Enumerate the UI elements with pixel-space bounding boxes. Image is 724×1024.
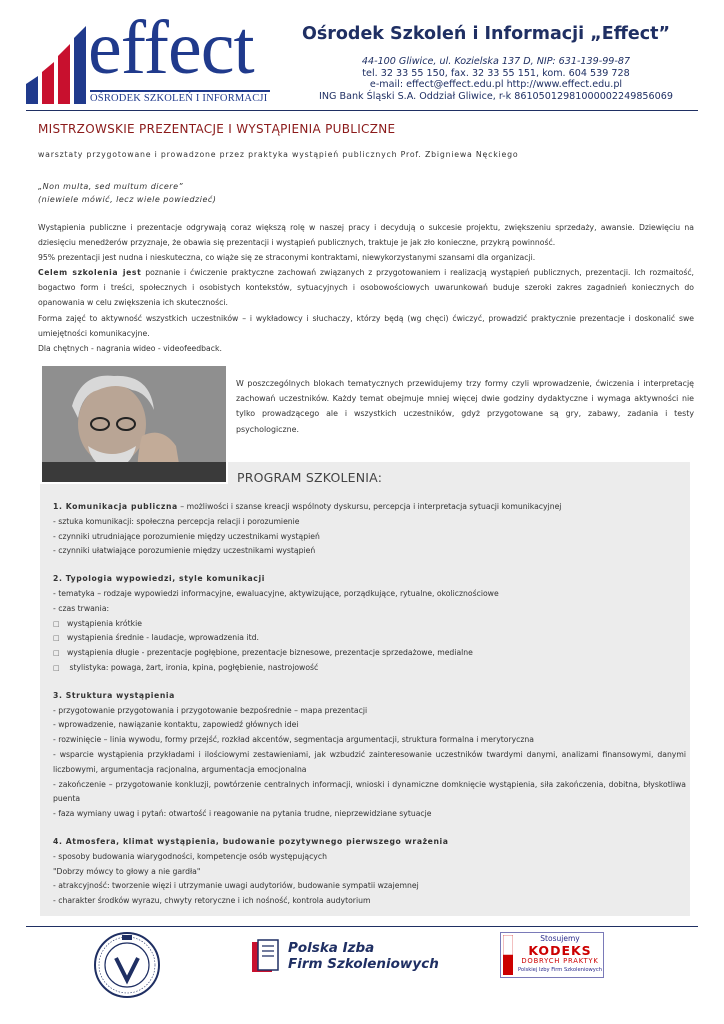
contact-block — [266, 56, 686, 102]
program-content — [53, 500, 686, 909]
bullet-text: wystąpienia średnie - laudacje, wprowadzenia itd. — [67, 633, 259, 643]
section-heading: 1. Komunikacja publiczna — [53, 502, 178, 511]
program-line: - zakończenie – przygotowanie konkluzji, powtórzenie centralnych informacji, wnioski i dynamiczne domknięcie wystąpienia, siła zakończenia, dobitna, błyskotliwa puenta — [53, 779, 686, 804]
intro-paragraph: Dla chętnych - nagrania wideo - videofeedback. — [38, 343, 222, 353]
company-info — [266, 24, 686, 102]
pifs-line-1: Polska Izba — [288, 940, 375, 956]
footer-divider — [26, 926, 698, 927]
program-bullet — [53, 661, 686, 676]
program-section-2 — [53, 572, 686, 676]
program-line: - wsparcie wystąpienia przykładami i ilościowymi zestawieniami, jak wzbudzić zainteresowanie uczestników twardymi danymi, analizami finansowymi, danymi liczbowymi, argumentacja racjonalna, argumentacja emocjonalna — [53, 749, 686, 774]
blocks-description: W poszczególnych blokach tematycznych przewidujemy trzy formy czyli wprowadzenie, ćwiczenia i interpretację zachowań uczestników. Każdy temat obejmuje mniej więcej dwie godziny dydaktyczne i wymaga aktywności nie tylko prowadzącego ale i wszystkich uczestników, gdyż przygotowane są gry, zabawy, zadania i testy psychologiczne. — [236, 379, 694, 434]
bullet-text: wystąpienia krótkie — [67, 618, 142, 628]
header-divider — [26, 110, 698, 111]
trainer-photo — [42, 366, 226, 482]
latin-quote — [38, 180, 216, 206]
logo-divider — [90, 90, 270, 92]
section-heading: 4. Atmosfera, klimat wystąpienia, budowanie pozytywnego pierwszego wrażenia — [53, 836, 449, 846]
program-line: - przygotowanie przygotowania i przygotowanie bezpośrednie – mapa prezentacji — [53, 705, 368, 715]
section-heading-line — [53, 500, 686, 515]
goal-text: poznanie i ćwiczenie praktyczne zachowań związanych z przygotowaniem i realizacją wystąpień publicznych, prezentacji. Ich rozmaitość, bogactwo form i treści, społecznych i osobistych kontekstów, sytuacyjnych i osobowościowych uwarunkowań buduje szeroki zakres zagadnień koniecznych do opanowania w celu zwiększenia ich skuteczności. — [38, 268, 694, 308]
program-title: PROGRAM SZKOLENIA: — [237, 470, 383, 485]
document-title: MISTRZOWSKIE PREZENTACJE I WYSTĄPIENIA PUBLICZNE — [38, 122, 396, 136]
company-email[interactable]: e-mail: effect@effect.edu.pl http://www.effect.edu.pl — [369, 79, 623, 91]
intro-paragraph-goal — [38, 265, 694, 310]
program-line: - wprowadzenie, nawiązanie kontaktu, zapowiedź głównych idei — [53, 720, 299, 730]
quote-line-2: (niewiele mówić, lecz wiele powiedzieć) — [38, 195, 217, 204]
program-line: - sztuka komunikacji: społeczna percepcja relacji i porozumienie — [53, 516, 300, 526]
quote-line-1: „Non multa, sed multum dicere” — [38, 182, 184, 191]
section-heading-rest: – możliwości i szanse kreacji wspólnoty dyskursu, percepcja i interpretacja sytuacji komunikacyjnej — [177, 502, 562, 511]
pifs-line-2: Firm Szkoleniowych — [288, 956, 439, 972]
polish-flag-icon — [503, 935, 513, 975]
section-heading: 2. Typologia wypowiedzi, style komunikacji — [53, 574, 265, 584]
letterhead — [0, 0, 724, 112]
logo-word: effect — [88, 6, 254, 90]
kodeks-badge — [500, 932, 604, 978]
udt-cert-seal-icon — [92, 930, 162, 1000]
program-line: "Dobrzy mówcy to głowy a nie gardła" — [53, 866, 201, 876]
program-section-1 — [53, 500, 686, 559]
program-bullet — [53, 631, 686, 646]
program-line: - sposoby budowania wiarygodności, kompetencje osób występujących — [53, 851, 327, 861]
section-heading: 3. Struktura wystąpienia — [53, 690, 175, 700]
program-line: - czynniki ułatwiające porozumienie między uczestnikami wystąpień — [53, 546, 316, 556]
intro-paragraph: Forma zajęć to aktywność wszystkich uczestników – i wykładowcy i słuchaczy, którzy będą (wg chęci) ćwiczyć, prowadzić praktycznie prezentacje i doskonalić swe umiejętności komunikacyjne. — [38, 313, 694, 338]
pifs-book-icon — [250, 938, 284, 976]
kodeks-subtitle: DOBRYCH PRAKTYK — [521, 957, 599, 965]
bullet-text: stylistyka: powaga, żart, ironia, kpina, pogłębienie, nastrojowość — [67, 662, 319, 672]
program-bullet — [53, 646, 686, 661]
program-section-4 — [53, 835, 686, 909]
company-address: 44-100 Gliwice, ul. Kozielska 137 D, NIP: 631-139-99-87 — [361, 56, 631, 67]
intro-paragraph: Wystąpienia publiczne i prezentacje odgrywają coraz większą rolę w naszej pracy i decydują o sukcesie projektu, zwiększeniu sprzedaży, awansie. Dziewięciu na dziesięciu menedżerów przyznaje, że obawia się prezentacji i wystąpień publicznych, traktuje je jak zło konieczne, przykrą powinność. — [38, 223, 694, 248]
kodeks-title: KODEKS — [528, 943, 592, 958]
pifs-name — [288, 940, 439, 972]
goal-label: Celem szkolenia jest — [38, 268, 142, 278]
trainer-portrait-image — [42, 366, 226, 482]
program-section-3 — [53, 689, 686, 822]
intro-paragraph: 95% prezentacji jest nudna i nieskuteczna, co wiąże się ze straconymi kontraktami, niewykorzystanymi szansami dla organizacji. — [38, 253, 536, 263]
company-phone: tel. 32 33 55 150, fax. 32 33 55 151, kom. 604 539 728 — [362, 67, 630, 79]
program-line: - czynniki utrudniające porozumienie między uczestnikami wystąpień — [53, 531, 320, 541]
bullet-text: wystąpienia długie - prezentacje pogłębione, prezentacje biznesowe, prezentacje sprzedażowe, medialne — [67, 648, 473, 658]
company-bank: ING Bank Śląski S.A. Oddział Gliwice, r-k 86105012981000002249856069 — [319, 90, 673, 102]
program-line: - faza wymiany uwag i pytań: otwartość i reagowanie na pytania trudne, nieprzewidziane sytuacje — [53, 809, 432, 819]
logo-subtitle: OŚRODEK SZKOLEŃ I INFORMACJI — [90, 93, 268, 104]
document-subtitle: warsztaty przygotowane i prowadzone przez praktyka wystąpień publicznych Prof. Zbigniewa Nęckiego — [38, 150, 519, 159]
pifs-logo — [250, 936, 439, 980]
kodeks-org: Polskiej Izby Firm Szkoleniowych — [517, 967, 603, 973]
program-line: - atrakcyjność: tworzenie więzi i utrzymanie uwagi audytoriów, budowanie sympatii wzajemnej — [53, 881, 419, 891]
program-line: - tematyka – rodzaje wypowiedzi informacyjne, ewaluacyjne, aktywizujące, porządkujące, rytualne, okolicznościowe — [53, 588, 499, 598]
effect-logo — [24, 6, 272, 106]
kodeks-stosujemy: Stosujemy — [540, 934, 580, 943]
program-line: - czas trwania: — [53, 603, 110, 613]
company-name: Ośrodek Szkoleń i Informacji „Effect” — [301, 24, 671, 44]
logo-bars-icon — [24, 18, 94, 106]
program-line: - rozwinięcie – linia wywodu, formy przejść, rozkład akcentów, segmentacja argumentacji, struktura formalna i merytoryczna — [53, 735, 535, 745]
program-bullet — [53, 617, 686, 632]
program-line: - charakter środków wyrazu, chwyty retoryczne i ich nośność, kontrola audytorium — [53, 896, 371, 906]
intro-text — [38, 220, 694, 356]
